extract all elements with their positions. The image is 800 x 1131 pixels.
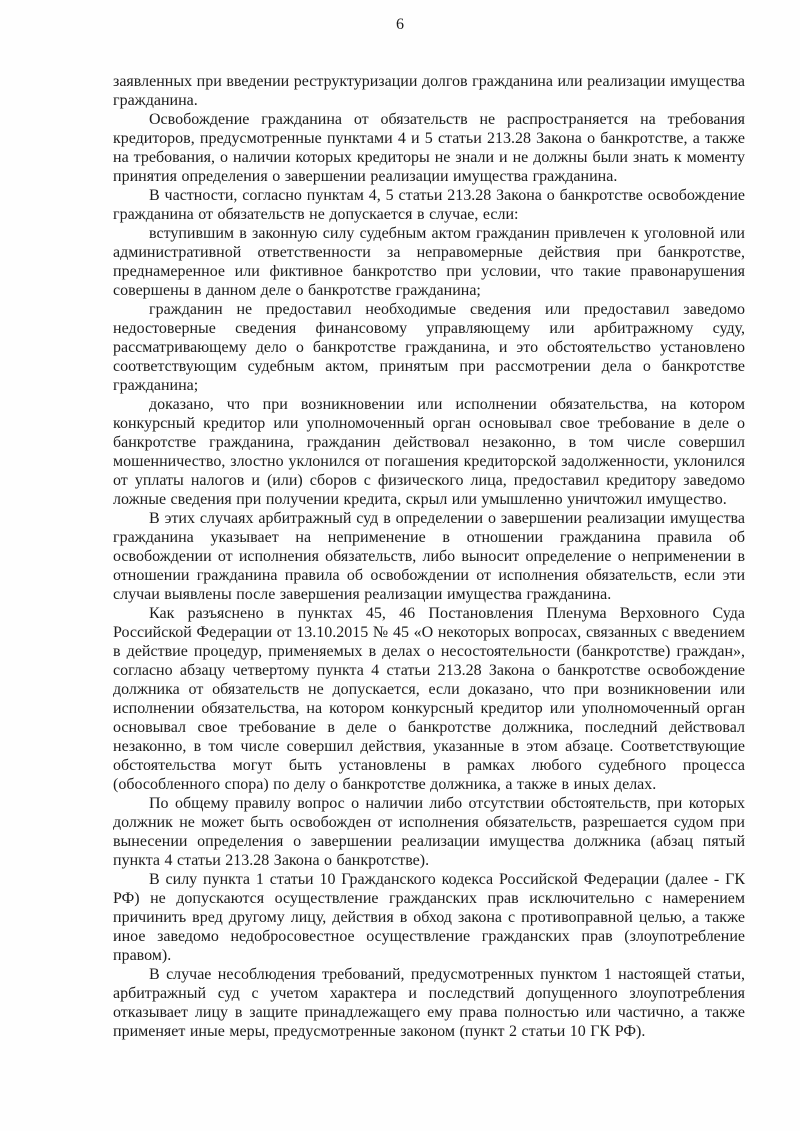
paragraph: В случае несоблюдения требований, предусмотренных пунктом 1 настоящей статьи, арбитражный суд с учетом характера и последствий допущенного злоупотребления отказывает лицу в защите принадлежащего ему права полностью или частично, а также применяет иные меры, предусмотренные законом (пункт 2 статьи 10 ГК РФ). [113, 966, 745, 1040]
paragraph: В частности, согласно пунктам 4, 5 статьи 213.28 Закона о банкротстве освобождение гражданина от обязательств не допускается в случае, если: [113, 187, 745, 223]
paragraph: По общему правилу вопрос о наличии либо отсутствии обстоятельств, при которых должник не может быть освобожден от исполнения обязательств, разрешается судом при вынесении определения о завершении реализации имущества должника (абзац пятый пункта 4 статьи 213.28 Закона о банкротстве). [113, 795, 745, 869]
paragraph: Как разъяснено в пунктах 45, 46 Постановления Пленума Верховного Суда Российской Федерации от 13.10.2015 № 45 «О некоторых вопросах, связанных с введением в действие процедур, применяемых в делах о несостоятельности (банкротстве) граждан», согласно абзацу четвертому пункта 4 статьи 213.28 Закона о банкротстве освобождение должника от обязательств не допускается, если доказано, что при возникновении или исполнении обязательства, на котором конкурсный кредитор или уполномоченный орган основывал свое требование в деле о банкротстве должника, последний действовал незаконно, в том числе совершил действия, указанные в этом абзаце. Соответствующие обстоятельства могут быть установлены в рамках любого судебного процесса (обособленного спора) по делу о банкротстве должника, а также в иных делах. [113, 605, 745, 793]
paragraph: гражданин не предоставил необходимые сведения или предоставил заведомо недостоверные сведения финансовому управляющему или арбитражному суду, рассматривающему дело о банкротстве гражданина, и это обстоятельство установлено соответствующим судебным актом, принятым при рассмотрении дела о банкротстве гражданина; [113, 301, 745, 394]
paragraph: В силу пункта 1 статьи 10 Гражданского кодекса Российской Федерации (далее - ГК РФ) не допускаются осуществление гражданских прав исключительно с намерением причинить вред другому лицу, действия в обход закона с противоправной целью, а также иное заведомо недобросовестное осуществление гражданских прав (злоупотребление правом). [113, 871, 745, 964]
page-number: 6 [396, 16, 404, 33]
document-body [0, 34, 800, 1041]
paragraph: заявленных при введении реструктуризации долгов гражданина или реализации имущества гражданина. [113, 73, 745, 109]
paragraph: доказано, что при возникновении или исполнении обязательства, на котором конкурсный кредитор или уполномоченный орган основывал свое требование в деле о банкротстве гражданина, гражданин действовал незаконно, в том числе совершил мошенничество, злостно уклонился от погашения кредиторской задолженности, уклонился от уплаты налогов и (или) сборов с физического лица, предоставил кредитору заведомо ложные сведения при получении кредита, скрыл или умышленно уничтожил имущество. [113, 396, 745, 508]
paragraph: вступившим в законную силу судебным актом гражданин привлечен к уголовной или административной ответственности за неправомерные действия при банкротстве, преднамеренное или фиктивное банкротство при условии, что такие правонарушения совершены в данном деле о банкротстве гражданина; [113, 225, 745, 299]
paragraph: Освобождение гражданина от обязательств не распространяется на требования кредиторов, предусмотренные пунктами 4 и 5 статьи 213.28 Закона о банкротстве, а также на требования, о наличии которых кредиторы не знали и не должны были знать к моменту принятия определения о завершении реализации имущества гражданина. [113, 111, 745, 185]
paragraph: В этих случаях арбитражный суд в определении о завершении реализации имущества гражданина указывает на неприменение в отношении гражданина правила об освобождении от исполнения обязательств, либо выносит определение о неприменении в отношении гражданина правила об освобождении от исполнения обязательств, если эти случаи выявлены после завершения реализации имущества гражданина. [113, 510, 745, 603]
